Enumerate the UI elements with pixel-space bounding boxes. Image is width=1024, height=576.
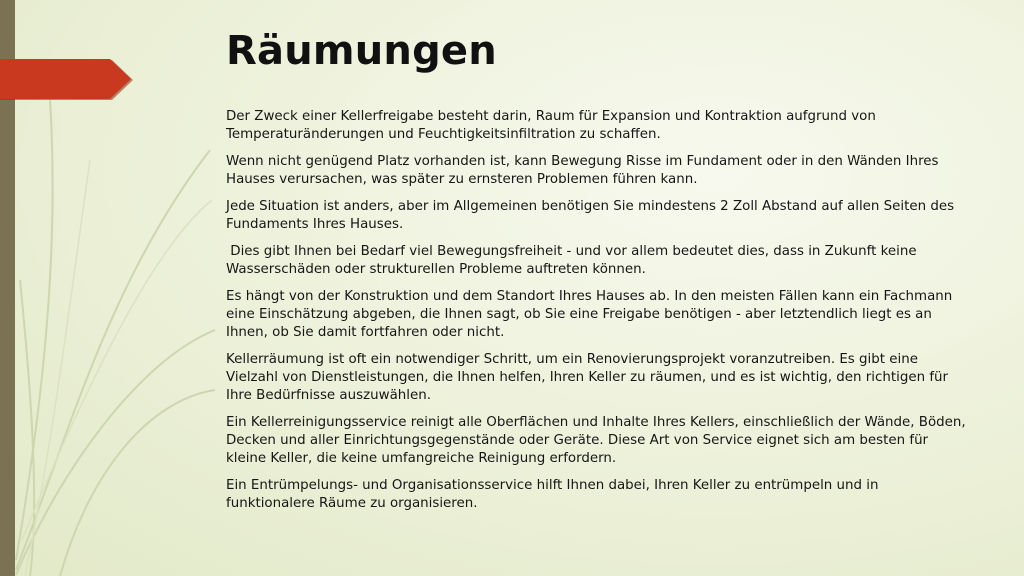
body-paragraph: Jede Situation ist anders, aber im Allgemeinen benötigen Sie mindestens 2 Zoll Abstand auf allen Seiten des Fundaments Ihres Hauses.: [226, 198, 959, 233]
body-paragraph: Wenn nicht genügend Platz vorhanden ist, kann Bewegung Risse im Fundament oder in den Wänden Ihres Hauses verursachen, was später zu ernsteren Problemen führen kann.: [226, 153, 943, 188]
body-paragraph: Der Zweck einer Kellerfreigabe besteht darin, Raum für Expansion und Kontraktion aufgrund von Temperaturänderungen und Feuchtigkeitsinfiltration zu schaffen.: [226, 109, 881, 143]
body-paragraph: Kellerräumung ist oft ein notwendiger Schritt, um ein Renovierungsprojekt voranzutreiben. Es gibt eine Vielzahl von Dienstleistungen, die Ihnen helfen, Ihren Keller zu räumen, und es ist wichtig, den richtigen für Ihre Bedürfnisse auszuwählen.: [226, 351, 953, 404]
body-paragraph: Dies gibt Ihnen bei Bedarf viel Bewegungsfreiheit - und vor allem bedeutet dies, dass in Zukunft keine Wasserschäden oder strukturellen Probleme auftreten können.: [226, 243, 921, 277]
body-paragraph: Es hängt von der Konstruktion und dem Standort Ihres Hauses ab. In den meisten Fällen kann ein Fachmann eine Einschätzung abgeben, die Ihnen sagt, ob Sie eine Freigabe benötigen - aber letztendlich liegt es an Ihnen, ob Sie damit fortfahren oder nicht.: [226, 288, 957, 341]
body-paragraph: Ein Kellerreinigungsservice reinigt alle Oberflächen und Inhalte Ihres Kellers, einschließlich der Wände, Böden, Decken und aller Einrichtungsgegenstände oder Geräte. Diese Art von Service eignet sich am besten für kleine Keller, die keine umfangreiche Reinigung erfordern.: [226, 414, 970, 467]
slide-body: [226, 108, 970, 522]
slide-title: Räumungen: [226, 28, 497, 74]
body-paragraph: Ein Entrümpelungs- und Organisationsservice hilft Ihnen dabei, Ihren Keller zu entrümpeln und in funktionalere Räume zu organisieren.: [226, 477, 883, 512]
